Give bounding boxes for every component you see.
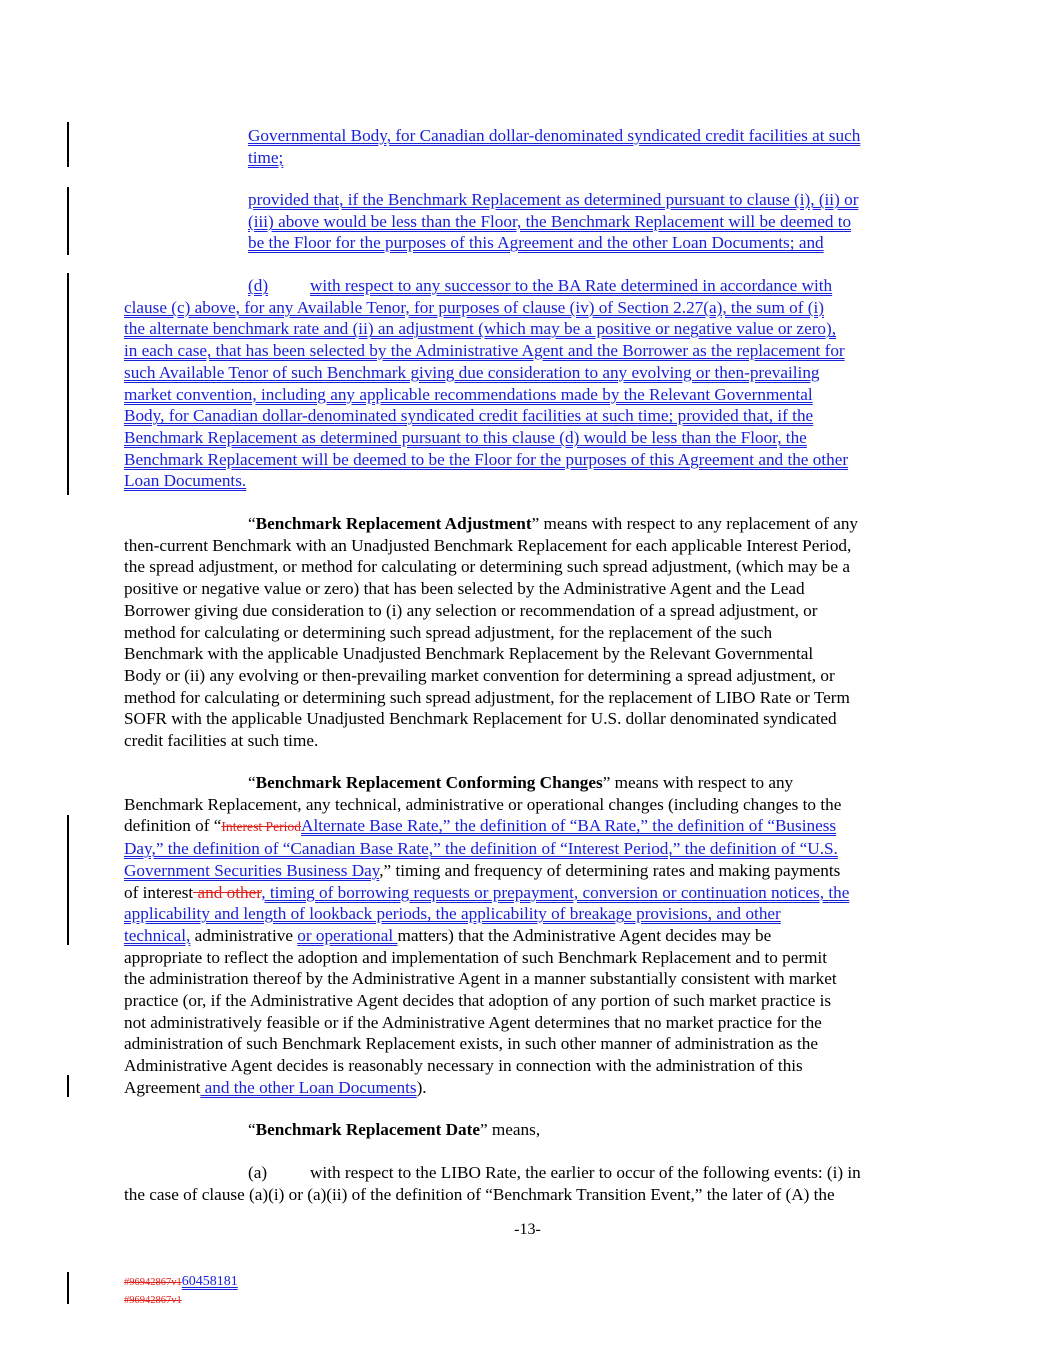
- inserted-text: or operational: [297, 925, 398, 945]
- text-line: time;: [248, 147, 284, 167]
- inserted-doc-id: 60458181: [181, 1274, 238, 1289]
- deleted-text: and other: [193, 882, 262, 902]
- text-segment: definition of “: [124, 816, 222, 836]
- text-line: [124, 1272, 238, 1290]
- paragraph-provided-that: [248, 189, 932, 254]
- text-line: practice (or, if the Administrative Agent decides that adoption of any portion of such market practice is: [124, 991, 832, 1011]
- change-bar: [67, 122, 69, 167]
- text-line: Benchmark Replacement as determined pursuant to this clause (d) would be less than the Floor, the: [124, 427, 807, 447]
- text-line: the spread adjustment, or method for calculating or determining such spread adjustment, (which may be a: [124, 557, 850, 577]
- text-line: the case of clause (a)(i) or (a)(ii) of the definition of “Benchmark Transition Event,” the later of (A) the: [124, 1184, 835, 1204]
- text-line: (iii) above would be less than the Floor, the Benchmark Replacement will be deemed to: [248, 211, 852, 231]
- inserted-text: , timing of borrowing requests or prepayment, conversion or continuation notices, the: [261, 882, 850, 902]
- definition-benchmark-replacement-conforming-changes: [124, 772, 932, 1099]
- definition-benchmark-replacement-date: [124, 1119, 932, 1141]
- text-line: [124, 815, 932, 838]
- text-segment: with respect to any successor to the BA Rate determined in accordance with: [310, 276, 833, 295]
- document-id-footer: [124, 1272, 238, 1308]
- text-line: [124, 1162, 932, 1184]
- text-line: [124, 925, 932, 947]
- clause-label: (a): [248, 1163, 268, 1182]
- text-line: Body or (ii) any evolving or then-prevailing market convention for determining a spread adjustment, or: [124, 665, 835, 685]
- text-line: [124, 513, 932, 535]
- defined-term: Benchmark Replacement Date: [255, 1120, 480, 1139]
- change-bar: [67, 187, 69, 255]
- text-line: Benchmark Replacement will be deemed to be the Floor for the purposes of this Agreement and the other: [124, 449, 849, 469]
- text-line: the alternate benchmark rate and (ii) an adjustment (which may be a positive or negative value or zero),: [124, 319, 837, 339]
- inserted-text: technical,: [124, 925, 191, 945]
- text-segment: matters) that the Administrative Agent decides may be: [397, 925, 772, 945]
- paragraph-governmental-body: [248, 125, 932, 168]
- change-bar: [67, 273, 69, 495]
- text-line: credit facilities at such time.: [124, 731, 319, 751]
- text-line: method for calculating or determining such spread adjustment, for the replacement of LIBO Rate or Term: [124, 687, 850, 707]
- text-line: the administration thereof by the Administrative Agent in a manner substantially consistent with market: [124, 969, 837, 989]
- inserted-text: and the other Loan Documents: [200, 1077, 417, 1097]
- text-line: [124, 1290, 238, 1308]
- text-line: Day,” the definition of “Canadian Base Rate,” the definition of “Interest Period,” the definition of “U.S.: [124, 839, 838, 859]
- text-line: [124, 1077, 932, 1099]
- clause-a: [124, 1162, 932, 1205]
- change-bar: [67, 815, 69, 945]
- text-line: provided that, if the Benchmark Replacement as determined pursuant to clause (i), (ii) or: [248, 190, 859, 209]
- text-line: [124, 860, 932, 882]
- defined-term: Benchmark Replacement Conforming Changes: [255, 773, 603, 792]
- text-line: positive or negative value or zero) that has been selected by the Administrative Agent and the Lead: [124, 579, 805, 599]
- text-line: Benchmark with the applicable Unadjusted Benchmark Replacement by the Relevant Governmental: [124, 644, 814, 664]
- text-line: SOFR with the applicable Unadjusted Benchmark Replacement for U.S. dollar denominated syndicated: [124, 709, 837, 729]
- change-bar: [67, 1272, 69, 1304]
- text-segment: ” means,: [480, 1120, 541, 1139]
- text-line: Body, for Canadian dollar-denominated syndicated credit facilities at such time; provided that, if the: [124, 406, 814, 426]
- deleted-doc-id: #96942867v1: [124, 1295, 182, 1306]
- text-line: administration of such Benchmark Replacement exists, in such other manner of administration as the: [124, 1034, 819, 1054]
- definition-benchmark-replacement-adjustment: [124, 513, 932, 752]
- text-line: such Available Tenor of such Benchmark giving due consideration to any evolving or then-prevailing: [124, 362, 820, 382]
- quote: “: [248, 1120, 256, 1139]
- inserted-text: Alternate Base Rate,” the definition of “BA Rate,” the definition of “Business: [301, 816, 837, 836]
- text-line: clause (c) above, for any Available Tenor, for purposes of clause (iv) of Section 2.27(a), the sum of (i): [124, 297, 825, 317]
- text-line: [124, 882, 932, 904]
- text-line: Borrower giving due consideration to (i) any selection or recommendation of a spread adjustment, or: [124, 600, 818, 620]
- text-line: market convention, including any applicable recommendations made by the Relevant Governmental: [124, 384, 813, 404]
- text-line: not administratively feasible or if the Administrative Agent determines that no market practice for the: [124, 1012, 822, 1032]
- quote: “: [248, 773, 256, 792]
- text-segment: Agreement: [124, 1077, 201, 1097]
- page-number: -13-: [514, 1221, 541, 1238]
- text-segment: ).: [416, 1077, 427, 1097]
- clause-label: (d): [248, 276, 269, 295]
- text-line: appropriate to reflect the adoption and implementation of such Benchmark Replacement and to permit: [124, 947, 828, 967]
- text-segment: ,” timing and frequency of determining rates and making payments: [379, 860, 841, 880]
- defined-term: Benchmark Replacement Adjustment: [255, 514, 532, 533]
- text-segment: with respect to the LIBO Rate, the earlier to occur of the following events: (i) in: [310, 1163, 861, 1182]
- text-line: applicability and length of lookback periods, the applicability of breakage provisions, and other: [124, 904, 781, 924]
- text-line: [124, 1119, 932, 1141]
- change-bar: [67, 1075, 69, 1097]
- clause-d: [124, 275, 932, 492]
- deleted-doc-id: #96942867v1: [124, 1277, 182, 1288]
- text-segment: ” means with respect to any: [602, 773, 794, 792]
- text-line: be the Floor for the purposes of this Agreement and the other Loan Documents; and: [248, 233, 824, 253]
- text-line: Benchmark Replacement, any technical, administrative or operational changes (including changes to the: [124, 794, 842, 814]
- text-line: Loan Documents.: [124, 471, 247, 491]
- quote: “: [248, 514, 256, 533]
- text-line: Administrative Agent decides is reasonably necessary in connection with the administration of this: [124, 1056, 803, 1076]
- text-line: method for calculating or determining such spread adjustment, for the replacement of the such: [124, 622, 773, 642]
- inserted-text: Government Securities Business Day: [124, 860, 380, 880]
- text-line: [124, 275, 932, 297]
- text-line: then-current Benchmark with an Unadjusted Benchmark Replacement for each applicable Interest Period,: [124, 535, 852, 555]
- deleted-text: Interest Period: [221, 819, 302, 835]
- text-line: Governmental Body, for Canadian dollar-denominated syndicated credit facilities at such: [248, 126, 861, 145]
- text-line: in each case, that has been selected by the Administrative Agent and the Borrower as the replacement for: [124, 341, 845, 361]
- text-segment: of interest: [124, 882, 194, 902]
- text-line: [124, 772, 932, 794]
- text-segment: ” means with respect to any replacement of any: [531, 514, 859, 533]
- text-segment: administrative: [190, 925, 298, 945]
